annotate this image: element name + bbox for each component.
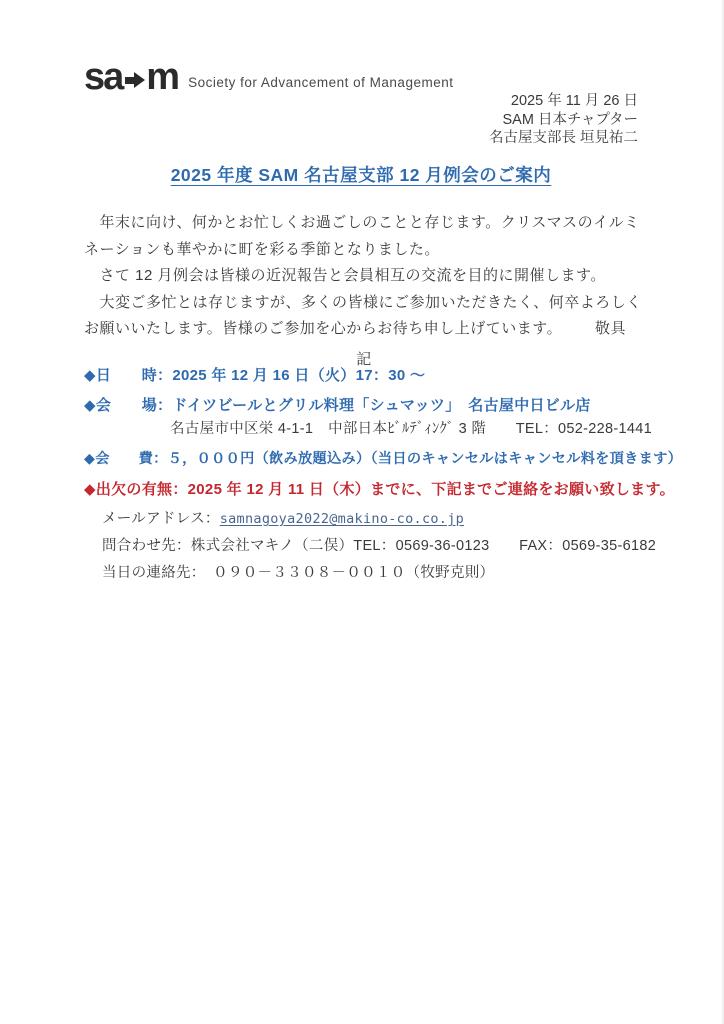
record-mark-ki: 記 [356, 350, 372, 368]
letter-header-block [489, 92, 638, 148]
detail-venue-address: 名古屋市中区栄 4-1-1 中部日本ﾋﾞﾙﾃﾞｨﾝｸﾞ 3 階 TEL：052-228-1441 [170, 421, 652, 437]
letter-sender: 名古屋支部長 垣見祐二 [488, 130, 638, 146]
detail-inquiry: 問合わせ先：株式会社マキノ（二俣）TEL：0569-36-0123 FAX：0569-35-6182 [102, 538, 657, 554]
email-link[interactable]: samnagoya2022@makino-co.co.jp [219, 511, 465, 527]
body-paragraph-2: さて 12 月例会は皆様の近況報告と会員相互の交流を目的に開催します。 [84, 267, 606, 284]
arrow-tail [125, 77, 134, 84]
logo-right-arrow-icon [125, 72, 145, 88]
detail-venue: ◆会 場：ドイツビールとグリル料理「シュマッツ」 名古屋中日ビル店 [84, 397, 591, 414]
body-paragraph-1: 年末に向け、何かとお忙しくお過ごしのことと存じます。クリスマスのイルミネーションも華やかに町を彩る季節となりました。 [84, 214, 640, 258]
logo-wordmark [84, 58, 178, 96]
detail-day-contact: 当日の連絡先： ０９０－３３０８－００１０（牧野克則） [102, 565, 495, 581]
logo-tagline: Society for Advancement of Management [188, 74, 454, 90]
letter-body [84, 210, 644, 373]
sam-logo [84, 58, 453, 96]
letter-org: SAM 日本チャプター [502, 111, 638, 128]
detail-fee: ◆会 費：５，０００円（飲み放題込み）（当日のキャンセルはキャンセル料を頂きます） [84, 451, 683, 467]
logo-text-right: m [146, 56, 179, 98]
body-paragraph-3 [84, 290, 644, 343]
arrow-head [134, 72, 145, 88]
email-label: メールアドレス： [102, 511, 220, 527]
detail-rsvp-deadline: ◆出欠の有無：2025 年 12 月 11 日（木）までに、下記までご連絡をお願い致します。 [84, 481, 675, 498]
page-title: 2025 年度 SAM 名古屋支部 12 月例会のご案内 [170, 165, 552, 185]
body-paragraph-3-text: 大変ご多忙とは存じますが、多くの皆様にご参加いただきたく、何卒よろしくお願いいたします。皆様のご参加を心からお待ち申し上げています。 [84, 293, 642, 337]
meeting-details [84, 365, 683, 593]
closing-keigu: 敬具 [594, 320, 626, 337]
detail-datetime: ◆日 時：2025 年 12 月 16 日（火）17：30 ～ [84, 367, 426, 384]
logo-text-left: sa [84, 56, 123, 98]
letter-date: 2025 年 11 月 26 日 [510, 93, 638, 109]
detail-email-line [84, 509, 654, 530]
